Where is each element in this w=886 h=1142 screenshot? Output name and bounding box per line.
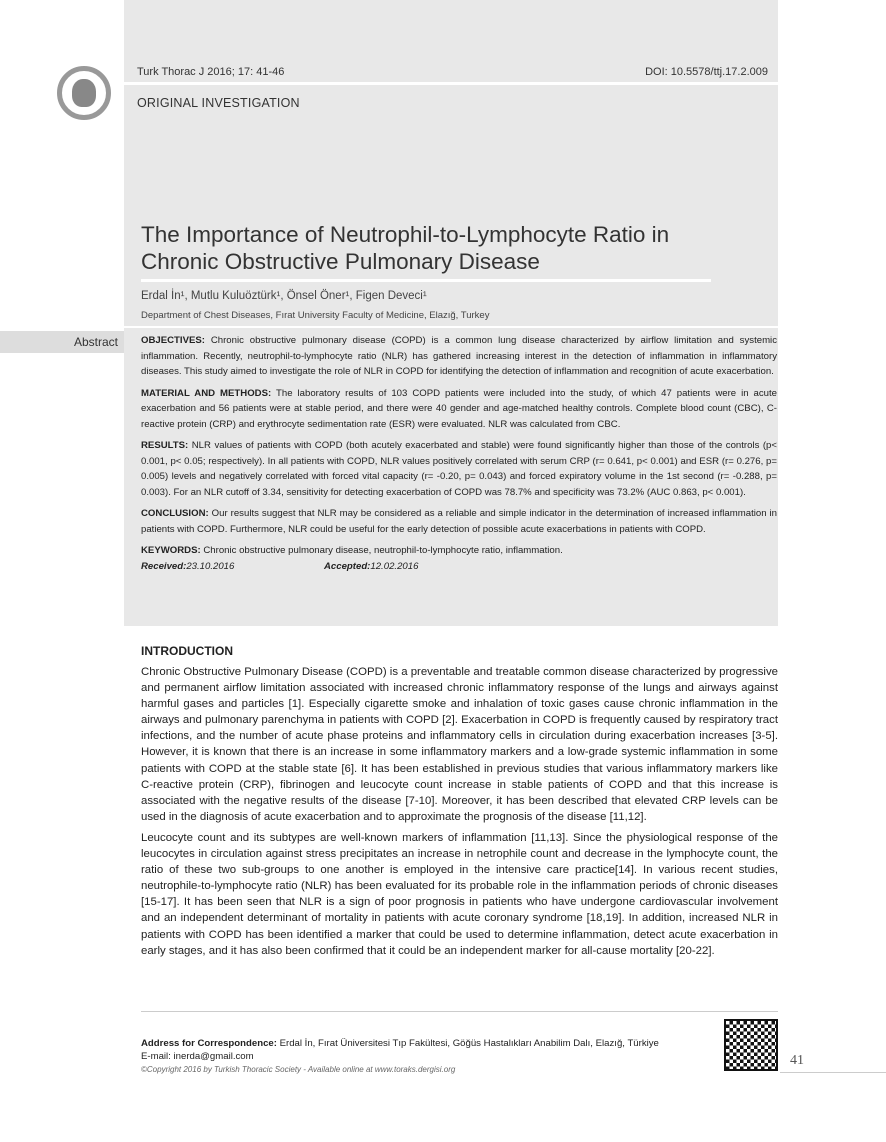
page-number: 41 — [790, 1053, 804, 1068]
label: Received: — [141, 560, 187, 572]
correspondence — [141, 1037, 721, 1076]
accepted — [324, 559, 418, 575]
section-label: ORIGINAL INVESTIGATION — [137, 96, 300, 110]
abstract-label: Abstract — [0, 331, 124, 353]
copyright: ©Copyright 2016 by Turkish Thoracic Society - Available online at www.toraks.dergisi.org — [141, 1065, 456, 1074]
text: Our results suggest that NLR may be considered as a reliable and simple indicator in the determination of increased inflammation in patients with COPD. Furthermore, NLR could be useful for the early detection of possible acute exacerbations in patients with COPD. — [141, 508, 777, 535]
doi: DOI: 10.5578/ttj.17.2.009 — [645, 66, 768, 78]
divider — [141, 279, 711, 282]
abstract-objectives — [141, 333, 777, 380]
heading: KEYWORDS: — [141, 545, 201, 556]
society-logo — [57, 66, 111, 120]
address — [141, 1037, 721, 1050]
abstract-methods — [141, 386, 777, 433]
divider — [780, 1072, 886, 1073]
label: Address for Correspondence: — [141, 1038, 277, 1049]
section-heading: INTRODUCTION — [141, 644, 233, 658]
value: 23.10.2016 — [186, 560, 235, 572]
text: The laboratory results of 103 COPD patients were included into the study, of which 47 patients were in acute exacerbation and 56 patients were at stable period, and there were 40 gender and age-matched healthy controls. Complete blood count (CBC), C-reactive protein (CRP) and erythrocyte sedimentation rate (ESR) were evaluated. NLR was calculated from CBC. — [141, 387, 777, 430]
text: Erdal İn, Fırat Üniversitesi Tıp Fakültesi, Göğüs Hastalıkları Anabilim Dalı, Elazığ, Türkiye — [276, 1038, 659, 1049]
heading: CONCLUSION: — [141, 508, 209, 519]
body-text — [141, 664, 778, 964]
divider — [124, 326, 778, 328]
paragraph: Chronic Obstructive Pulmonary Disease (COPD) is a preventable and treatable common disease characterized by progressive and permanent airflow limitation associated with increased chronic inflammatory response of the lungs and airways against harmful gases and particles [1]. Especially cigarette smoke and inhalation of toxic gases cause chronic inflammation in the airways and pulmonary parenchyma in patients with COPD [2]. Exacerbation in COPD is frequently caused by respiratory tract infections, and the number of acute phase proteins and inflammatory cells in circulation during exacerbation increases [3-5]. However, it is known that there is an increase in some inflammatory markers and a low-grade systemic inflammation in some patients with COPD at the stable state [6]. It has been established in previous studies that various inflammatory markers like C-reactive protein (CRP), fibrinogen and leucocyte count increase in stable patients of COPD and that this increase is associated with the negative results of the disease [7-10]. Moreover, it has been described that elevated CRP levels can be used in the diagnosis of acute exacerbation and to approximate the prognosis of the disease [11,12]. — [141, 666, 778, 823]
authors: Erdal İn¹, Mutlu Kuluöztürk¹, Önsel Öner¹, Figen Deveci¹ — [141, 290, 427, 302]
journal-citation: Turk Thorac J 2016; 17: 41-46 — [137, 66, 285, 78]
abstract-conclusion — [141, 506, 777, 537]
heading: RESULTS: — [141, 440, 189, 451]
email[interactable]: E-mail: inerda@gmail.com — [141, 1051, 254, 1062]
heading: OBJECTIVES: — [141, 335, 205, 346]
qr-code-icon — [724, 1019, 778, 1071]
divider — [141, 1011, 778, 1012]
value: 12.02.2016 — [370, 560, 419, 572]
text: Chronic obstructive pulmonary disease (COPD) is a common lung disease characterized by airflow limitation and systemic inflammation. Recently, neutrophil-to-lymphocyte ratio (NLR) has gathered increasing interest in the detection of inflammation in inflammatory diseases. This study aimed to investigate the role of NLR in COPD for identifying the detection of inflammation and recognition of acute exacerbation. — [141, 335, 777, 377]
abstract — [141, 333, 777, 574]
dates — [141, 559, 777, 575]
keywords — [141, 543, 777, 559]
received — [141, 559, 324, 575]
affiliation: Department of Chest Diseases, Fırat University Faculty of Medicine, Elazığ, Turkey — [141, 310, 490, 321]
paragraph: Leucocyte count and its subtypes are well-known markers of inflammation [11,13]. Since the physiological response of the leucocytes in circulation against stress precipitates an increase in netrophile count and decrease in the lymphocyte count, the ratio of these two sub-groups to one another is employed in the intensive care practice[14]. In various recent studies, neutrophile-to-lymphocyte ratio (NLR) has been evaluated for its probable role in the inflammation periods of chronic diseases [15-17]. It has been seen that NLR is a sign of poor prognosis in patients who have undergone cardiovascular involvement and an independent determinant of mortality in patients with acute coronary syndrome [18,19]. In addition, increased NLR in patients with COPD has been identified a marker that could be used to determine inflammation, detect acute exacerbation in early stages, and it has also been confirmed that it could be an independent marker for all-cause mortality [20-22]. — [141, 831, 778, 957]
label: Accepted: — [324, 560, 371, 572]
article-title: The Importance of Neutrophil-to-Lymphocyte Ratio in Chronic Obstructive Pulmonary Disease — [141, 222, 670, 274]
abstract-results — [141, 438, 777, 500]
text: NLR values of patients with COPD (both acutely exacerbated and stable) were found significantly higher than those of the controls (p< 0.001, p< 0.05; respectively). In all patients with COPD, NLR values positively correlated with serum CRP (r= 0.641, p< 0.001) and ESR (r= 0.276, p= 0.005) levels and negatively correlated with forced vital capacity (r= -0.20, p= 0.043) and forced expiratory volume in the 1st second (r= -0.288, p= 0.003). For an NLR cutoff of 3.34, sensitivity for detecting exacerbation of COPD was 78.7% and specificity was 73.2% (AUC 0.863, p< 0.001). — [141, 440, 777, 498]
divider — [124, 82, 778, 85]
heading: MATERIAL AND METHODS: — [141, 387, 272, 399]
text: Chronic obstructive pulmonary disease, neutrophil-to-lymphocyte ratio, inflammation. — [200, 545, 563, 556]
